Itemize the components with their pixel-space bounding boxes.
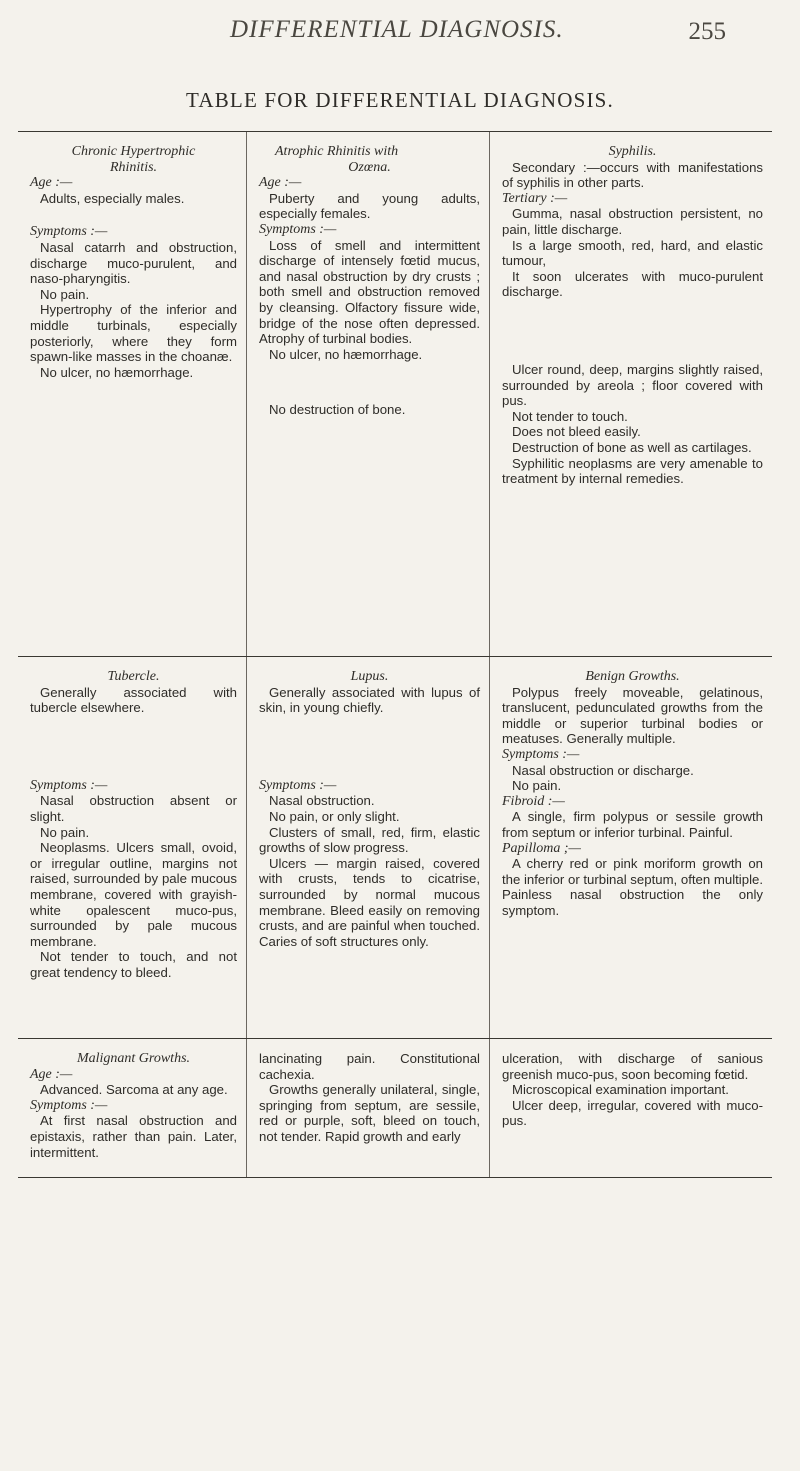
cell-text: Syphilitic neoplasms are very amenable to treatment by internal remedies.: [502, 455, 763, 487]
cell-text: Secondary :—occurs with manifestations of syphilis in other parts.: [502, 159, 763, 191]
cell-text: Generally associated with lupus of skin, in young chiefly.: [259, 684, 480, 716]
cell-title: Rhinitis.: [109, 159, 158, 175]
cell-text: Growths generally unilateral, single, springing from septum, are sessile, red or purple, soft, bleed on touch, not tender. Rapid growth and early: [259, 1082, 480, 1144]
cell-title: Malignant Growths.: [76, 1051, 191, 1066]
cell-heading: Age :—: [30, 1066, 73, 1082]
table-cell-malignant-continued: [247, 1039, 490, 1177]
cell-text: No ulcer, no hæmorrhage.: [269, 346, 423, 362]
cell-text: No destruction of bone.: [269, 402, 406, 418]
cell-heading: Papilloma ;—: [502, 840, 581, 856]
cell-text: A cherry red or pink moriform growth on the inferior or turbinal septum, often multiple. Painless nasal obstruction the only symptom.: [502, 856, 763, 918]
cell-heading: Symptoms :—: [30, 1097, 108, 1113]
cell-text: Loss of smell and intermittent discharge of intensely fœtid mucus, and nasal obstruction by dry crusts ; both smell and obstruction removed by cleansing. Olfactory fissure wide, bridge of the nose often depressed. Atrophy of turbinal bodies.: [259, 237, 480, 347]
cell-text: Is a large smooth, red, hard, and elastic tumour,: [502, 237, 763, 269]
cell-text: lancinating pain. Constitutional cachexia.: [259, 1051, 480, 1082]
cell-title: Tubercle.: [107, 669, 160, 684]
cell-text: It soon ulcerates with muco-purulent discharge.: [502, 268, 763, 300]
cell-text: Gumma, nasal obstruction persistent, no pain, little discharge.: [502, 206, 763, 237]
cell-text: Nasal obstruction or discharge.: [512, 762, 694, 778]
table-cell-chronic-hypertrophic-rhinitis: [18, 132, 247, 656]
cell-heading: Symptoms :—: [502, 746, 580, 762]
cell-text: Advanced. Sarcoma at any age.: [40, 1082, 228, 1098]
running-head: [0, 16, 800, 52]
cell-text: Ulcer deep, irregular, covered with muco-pus.: [502, 1097, 763, 1129]
cell-heading: Age :—: [30, 175, 73, 191]
table-cell-malignant-continued-2: [490, 1039, 772, 1177]
cell-text: No pain.: [40, 286, 90, 302]
cell-text: Adults, especially males.: [40, 190, 185, 206]
cell-text: Microscopical examination important.: [512, 1082, 729, 1098]
cell-heading: Symptoms :—: [259, 777, 337, 793]
table-row: [18, 657, 772, 1039]
cell-title: Benign Growths.: [585, 669, 680, 684]
cell-text: Nasal catarrh and obstruction, discharge muco-purulent, and naso-pharyngitis.: [30, 239, 237, 287]
cell-title: Ozœna.: [348, 159, 391, 175]
cell-text: A single, firm polypus or sessile growth from septum or inferior turbinal. Painful.: [502, 809, 763, 840]
cell-heading: Tertiary :—: [502, 190, 568, 206]
cell-text: Ulcer round, deep, margins slightly raised, surrounded by areola ; floor covered with pus.: [502, 361, 763, 409]
cell-heading: Symptoms :—: [30, 777, 108, 793]
page-number: 255: [688, 18, 726, 45]
table-cell-malignant-growths: [18, 1039, 247, 1177]
table-cell-syphilis: [490, 132, 772, 656]
cell-heading: Age :—: [259, 175, 302, 191]
diagnosis-table: [18, 131, 772, 1178]
cell-title: Lupus.: [350, 669, 389, 684]
cell-text: No ulcer, no hæmorrhage.: [40, 364, 194, 380]
cell-title: Chronic Hypertrophic: [71, 144, 196, 159]
cell-text: Clusters of small, red, firm, elastic growths of slow progress.: [259, 824, 480, 856]
cell-text: Generally associated with tubercle elsewhere.: [30, 684, 237, 716]
cell-title: Syphilis.: [608, 144, 657, 159]
cell-heading: Symptoms :—: [30, 224, 108, 240]
cell-text: ulceration, with discharge of sanious greenish muco-pus, soon becoming fœtid.: [502, 1051, 763, 1082]
table-cell-benign-growths: [490, 657, 772, 1038]
table-cell-lupus: [247, 657, 490, 1038]
cell-heading: Symptoms :—: [259, 221, 337, 237]
cell-text: Hypertrophy of the inferior and middle turbinals, especially posteriorly, where they form spawn-like masses in the choanæ.: [30, 302, 237, 365]
cell-text: Puberty and young adults, especially females.: [259, 190, 480, 222]
running-title: DIFFERENTIAL DIAGNOSIS.: [230, 16, 564, 43]
cell-text: No pain.: [512, 778, 562, 794]
cell-text: Destruction of bone as well as cartilages.: [512, 439, 752, 455]
cell-text: At first nasal obstruction and epistaxis, rather than pain. Later, intermittent.: [30, 1113, 237, 1160]
cell-text: Nasal obstruction absent or slight.: [30, 793, 237, 824]
cell-text: Polypus freely moveable, gelatinous, translucent, pedunculated growths from the middle or superior turbinal bodies or meatuses. Generally multiple.: [502, 684, 763, 747]
cell-text: No pain, or only slight.: [269, 808, 400, 824]
table-cell-atrophic-rhinitis: [247, 132, 490, 656]
cell-text: Not tender to touch, and not great tendency to bleed.: [30, 949, 237, 980]
cell-text: Ulcers — margin raised, covered with crusts, tends to cicatrise, surrounded by normal mucous membrane. Bleed easily on removing crusts, and are painful when touched. Caries of soft structures only.: [259, 855, 480, 949]
cell-text: Does not bleed easily.: [512, 424, 641, 440]
cell-text: Not tender to touch.: [512, 408, 628, 424]
table-cell-tubercle: [18, 657, 247, 1038]
cell-text: No pain.: [40, 824, 90, 840]
table-row: [18, 1039, 772, 1178]
cell-text: Neoplasms. Ulcers small, ovoid, or irregular outline, margins not raised, surrounded by pale mucous membrane, covered with grayish-white opalescent muco-pus, surrounded by pale mucous membrane.: [30, 840, 237, 949]
cell-heading: Fibroid :—: [502, 793, 565, 809]
cell-title: Atrophic Rhinitis with: [275, 144, 399, 159]
table-row: [18, 132, 772, 657]
table-title: TABLE FOR DIFFERENTIAL DIAGNOSIS.: [186, 88, 614, 112]
cell-text: Nasal obstruction.: [269, 793, 375, 809]
